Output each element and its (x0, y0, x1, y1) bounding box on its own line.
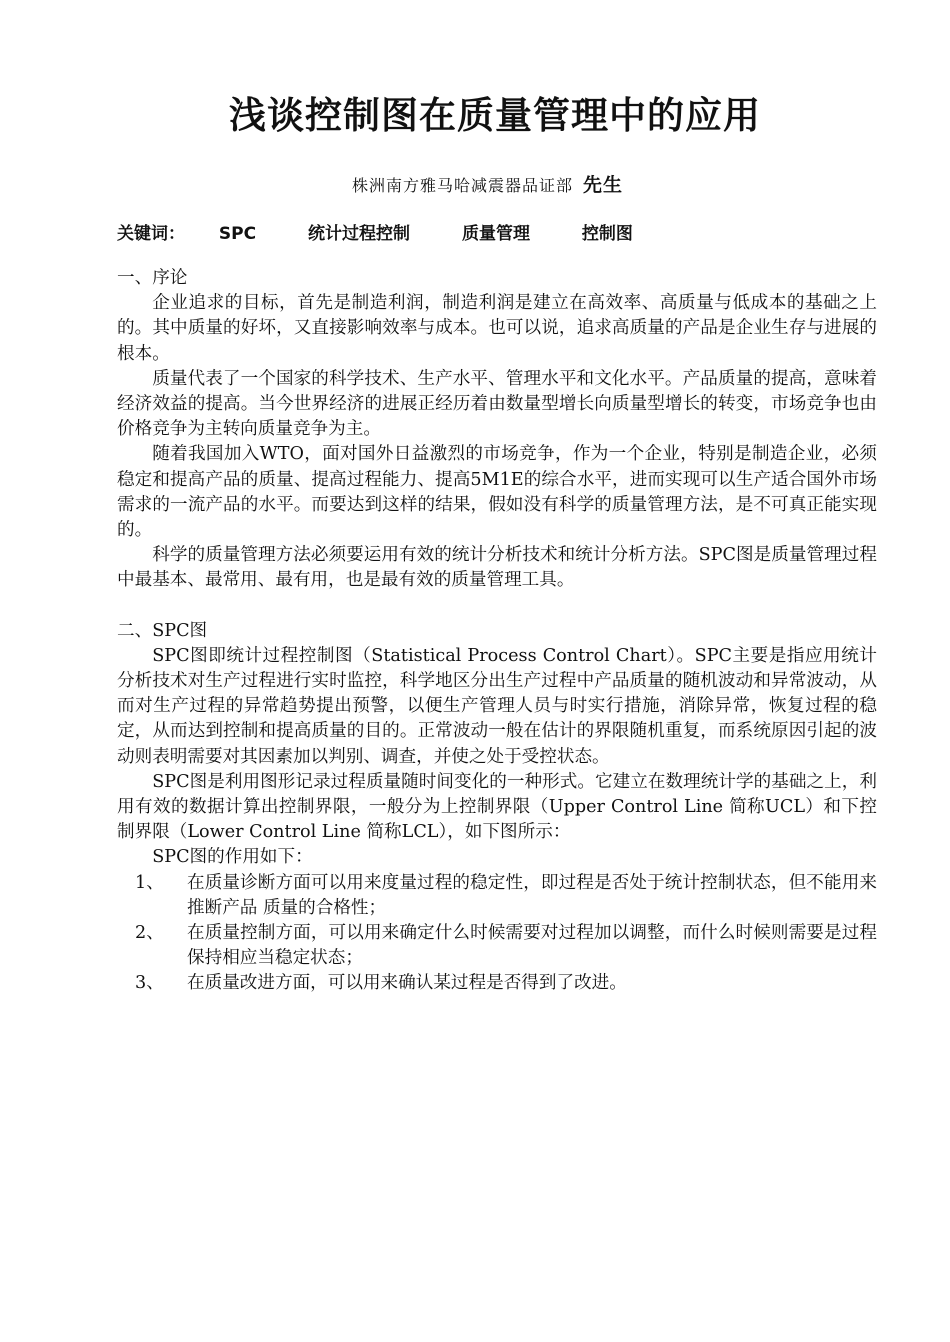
list-item-number: 3、 (135, 973, 164, 994)
paragraph: SPC图的作用如下： (152, 847, 313, 868)
author-name: 先生 (583, 174, 624, 196)
keyword-item: 控制图 (581, 224, 633, 244)
author-line (0, 172, 950, 199)
paragraph: 科学的质量管理方法必须要运用有效的统计分析技术和统计分析方法。SPC图是质量管理过程中最基本、最常用、最有用，也是最有效的质量管理工具。 (117, 545, 877, 591)
list-item-number: 1、 (135, 872, 164, 893)
section-heading: 一、序论 (117, 268, 188, 288)
keywords-line (117, 220, 679, 248)
list-item-text: 在质量诊断方面可以用来度量过程的稳定性，即过程是否处于统计控制状态，但不能用来推断产品 质量的合格性； (187, 872, 877, 918)
paragraph: 企业追求的目标，首先是制造利润，制造利润是建立在高效率、高质量与低成本的基础之上的。其中质量的好坏，又直接影响效率与成本。也可以说，追求高质量的产品是企业生存与进展的根本。 (117, 293, 877, 364)
paragraph: SPC图即统计过程控制图（Statistical Process Control Chart）。SPC主要是指应用统计分析技术对生产过程进行实时监控，科学地区分出生产过程中产品质量的随机波动和异常波动，从而对生产过程的异常趋势提出预警，以便生产管理人员与时实行措施，消除异常，恢复过程的稳定，从而达到控制和提高质量的目的。正常波动一般在估计的界限随机重复，而系统原因引起的波动则表明需要对其因素加以判别、调查，并使之处于受控状态。 (117, 645, 877, 767)
author-organization: 株洲南方雅马哈减震器品证部 (351, 176, 573, 195)
list-item-text: 在质量控制方面，可以用来确定什么时候需要对过程加以调整，而什么时候则需要是过程保持相应当稳定状态； (187, 923, 877, 969)
function-list (117, 871, 877, 997)
document-body (117, 266, 877, 997)
section-heading: 二、SPC图 (117, 620, 208, 641)
paragraph: 质量代表了一个国家的科学技术、生产水平、管理水平和文化水平。产品质量的提高，意味着经济效益的提高。当今世界经济的进展正经历着由数量型增长向质量型增长的转变，市场竞争也由价格竞争为主转向质量竞争为主。 (117, 368, 877, 440)
keywords-label: 关键词： (117, 224, 185, 244)
list-item (117, 871, 877, 921)
section-spacer (117, 594, 877, 619)
keyword-item: SPC (218, 224, 257, 244)
list-item-number: 2、 (135, 923, 164, 944)
list-item (117, 921, 877, 971)
paragraph: 随着我国加入WTO，面对国外日益激烈的市场竞争，作为一个企业，特别是制造企业，必须稳定和提高产品的质量、提高过程能力、提高5M1E的综合水平，进而实现可以生产适合国外市场需求的一流产品的水平。而要达到这样的结果，假如没有科学的质量管理方法，是不可真正能实现的。 (117, 444, 877, 541)
paragraph: SPC图是利用图形记录过程质量随时间变化的一种形式。它建立在数理统计学的基础之上，利用有效的数据计算出控制界限，一般分为上控制界限（Upper Control Line 简称UCL）和下控制界限（Lower Control Line 简称LCL），如下图所示： (117, 771, 877, 843)
list-item (117, 971, 877, 996)
keyword-item: 质量管理 (461, 224, 530, 244)
list-item-text: 在质量改进方面，可以用来确认某过程是否得到了改进。 (187, 973, 627, 994)
keyword-item: 统计过程控制 (308, 224, 411, 244)
document-title: 浅谈控制图在质量管理中的应用 (229, 94, 761, 137)
